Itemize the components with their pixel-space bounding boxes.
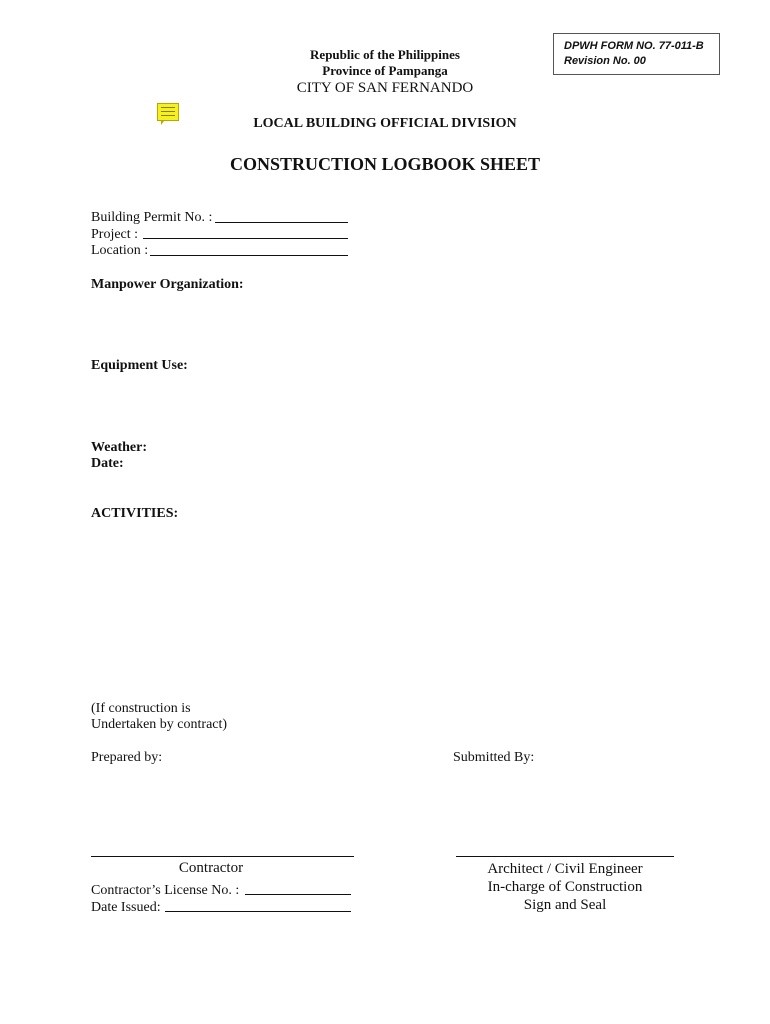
weather-label: Weather: (91, 440, 147, 455)
division-title: LOCAL BUILDING OFFICIAL DIVISION (253, 116, 517, 131)
form-number-box (553, 33, 720, 75)
location-field[interactable] (150, 255, 348, 256)
permit-field[interactable] (215, 222, 348, 223)
header-province: Province of Pampanga (322, 63, 448, 78)
contractor-label: Contractor (178, 860, 244, 876)
manpower-label: Manpower Organization: (91, 277, 244, 292)
activities-label: ACTIVITIES: (91, 506, 179, 521)
location-label: Location : (91, 243, 149, 258)
license-label: Contractor’s License No. : (91, 883, 240, 898)
date-issued-field[interactable] (165, 911, 351, 912)
form-number: DPWH FORM NO. 77-011-B (564, 40, 704, 52)
date-issued-label: Date Issued: (91, 900, 161, 915)
architect-sign: Sign and Seal (523, 897, 607, 913)
revision-number: Revision No. 00 (564, 55, 646, 67)
architect-title: Architect / Civil Engineer (487, 861, 643, 877)
architect-role: In-charge of Construction (487, 879, 643, 895)
architect-block (450, 860, 680, 914)
contract-note-2: Undertaken by contract) (91, 717, 228, 732)
contractor-signature-line[interactable] (91, 856, 354, 857)
license-field[interactable] (245, 894, 351, 895)
prepared-by-label: Prepared by: (91, 750, 163, 765)
comment-note-icon[interactable] (157, 103, 179, 121)
page-title: CONSTRUCTION LOGBOOK SHEET (229, 154, 541, 174)
project-label: Project : (91, 227, 139, 242)
contract-note-1: (If construction is (91, 701, 191, 716)
project-field[interactable] (143, 238, 348, 239)
permit-label: Building Permit No. : (91, 210, 213, 225)
header-block (235, 47, 535, 79)
date-label: Date: (91, 456, 124, 471)
architect-signature-line[interactable] (456, 856, 674, 857)
submitted-by-label: Submitted By: (453, 750, 535, 765)
header-republic: Republic of the Philippines (310, 47, 460, 62)
header-city: CITY OF SAN FERNANDO (296, 80, 474, 96)
equipment-label: Equipment Use: (91, 358, 188, 373)
